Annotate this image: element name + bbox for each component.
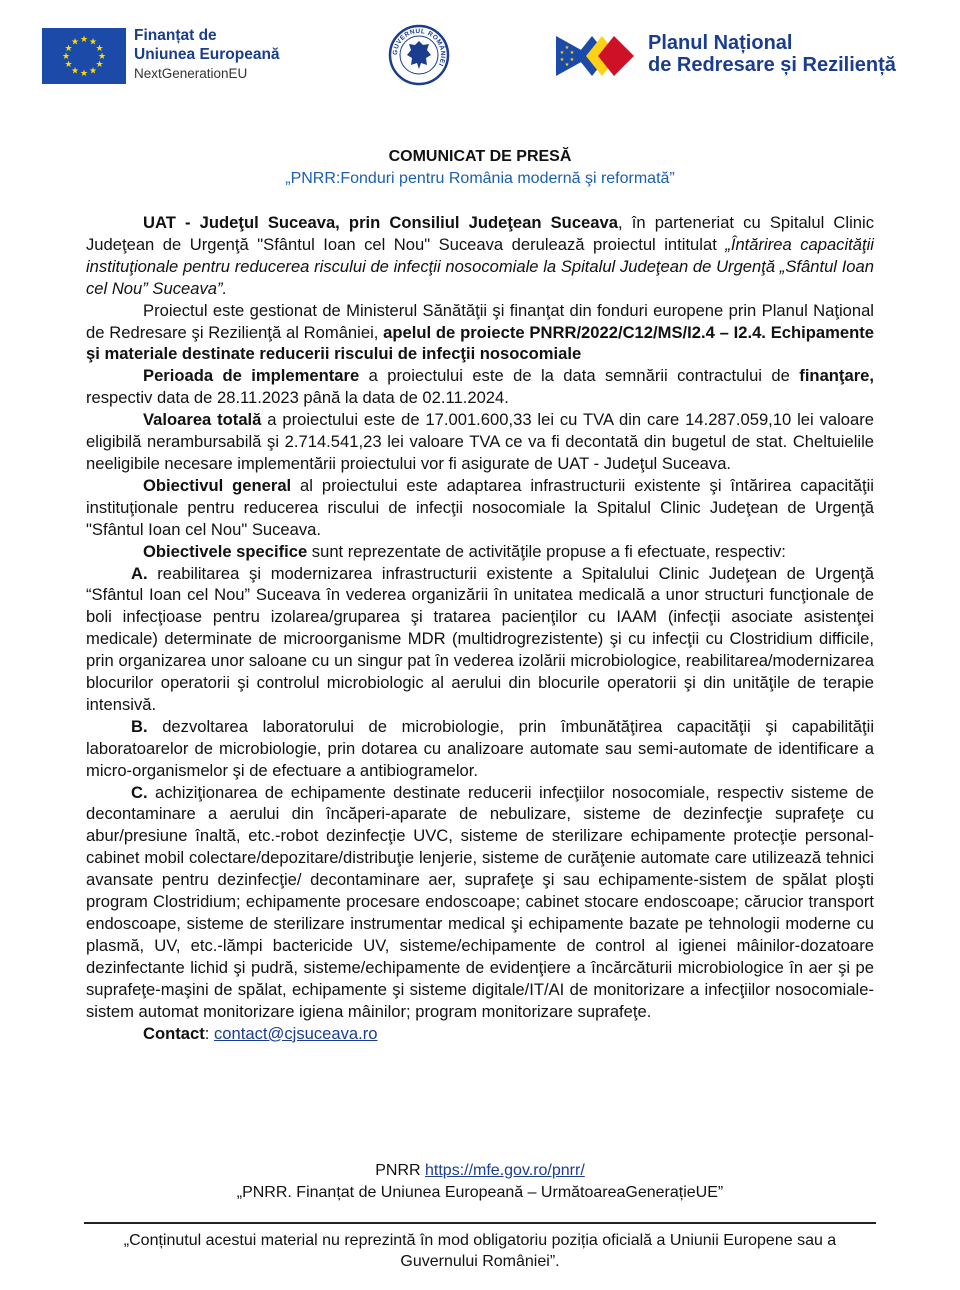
svg-text:★: ★: [70, 37, 80, 48]
paragraph-specific-objectives: [86, 541, 874, 563]
objective-a-text: reabilitarea şi modernizarea infrastructurii existente a Spitalului Clinic Judeţean de Urgenţă “Sfântul Ioan cel Nou” Suceava în vederea organizării în unitatea medicală a unor structuri funcţionale de boli infecţioase pentru izolarea/gruparea şi tratarea pacienţilor cu IAAM (infecţii asociate asistenţei medicale) determinate de microorganisme MDR (multidrogrezistente) şi cu infecţii cu Clostridium difficile, prin organizarea unor saloane cu un singur pat în vederea izolării microbiologice, reabilitarea/modernizarea blocurilor operatorii şi controlul microbiologic al aerului din blocurile operatorii şi din unităţile de terapie intensivă.: [86, 563, 874, 714]
pnrr-website-link[interactable]: https://mfe.gov.ro/pnrr/: [425, 1162, 585, 1179]
paragraph-general-objective: [86, 475, 874, 541]
pnrr-logo: [556, 34, 642, 78]
pnrr-line-1: Planul Național: [648, 32, 793, 54]
objective-c-label: C.: [131, 782, 148, 802]
eu-line-1: Finanțat de: [134, 27, 217, 44]
pnrr-line-2: de Redresare și Reziliență: [648, 54, 896, 76]
funding-slogan: „PNRR. Finanțat de Uniunea Europeană – UrmătoareaGenerațieUE”: [236, 1184, 724, 1201]
contact-label: Contact: [143, 1023, 205, 1043]
general-objective-label: Obiectivul general: [143, 475, 292, 495]
svg-text:★: ★: [564, 45, 570, 51]
value-text: a proiectului este de 17.001.600,33 lei cu TVA din care 14.287.059,10 lei valoare eligibilă nerambursabilă şi 2.714.541,23 lei valoare TVA ce va fi decontată din bugetul de stat. Cheltuielile neeligibile necesare implementării proiectului vor fi asigurate de UAT - Judeţul Suceava.: [86, 410, 874, 473]
eu-flag-logo: [42, 28, 126, 84]
call-reference: apelul de proiecte PNRR/2022/C12/MS/I2.4 – I2.4. Echipamente şi materiale destinate reducerii riscului de infecţii nosocomiale: [86, 322, 874, 364]
press-release-title: COMUNICAT DE PRESĂ: [388, 148, 572, 165]
svg-text:★: ★: [79, 69, 89, 79]
intro-text: , în parteneriat cu Spitalul Clinic Judeţean de Urgenţă "Sfântul Ioan cel Nou" Suceava derulează proiectul intitulat: [86, 213, 874, 254]
paragraph-intro: [86, 212, 874, 300]
objective-b: [86, 716, 874, 782]
svg-text:★: ★: [95, 60, 104, 70]
pnrr-prefix: PNRR: [375, 1162, 425, 1179]
funding-text: Proiectul este gestionat de Ministerul Sănătăţii şi finanţat din fonduri europene prin Planul Naţional de Redresare şi Rezilienţă al României,: [86, 300, 874, 342]
svg-text:★: ★: [559, 50, 565, 56]
period-label-2: finanţare,: [799, 366, 874, 386]
eu-line-3: NextGenerationEU: [134, 66, 248, 81]
eu-line-2: Uniunea Europeană: [134, 46, 280, 63]
svg-text:★: ★: [95, 44, 104, 54]
contact-email-link[interactable]: contact@cjsuceava.ro: [214, 1023, 378, 1043]
seal-text: GUVERNUL ROMÂNIEI: [391, 27, 447, 68]
period-text-2: respectiv data de 28.11.2023 până la data de 02.11.2024.: [86, 388, 509, 408]
svg-text:★: ★: [569, 57, 575, 63]
objective-b-label: B.: [131, 716, 148, 736]
svg-text:★: ★: [569, 50, 575, 56]
svg-text:★: ★: [61, 52, 71, 62]
objective-a: [86, 563, 874, 716]
paragraph-value: [86, 409, 874, 475]
press-release-body: [86, 212, 874, 1044]
objective-c: [86, 782, 874, 1023]
svg-text:★: ★: [64, 44, 73, 54]
pnrr-title: [648, 32, 896, 76]
period-label: Perioada de implementare: [143, 366, 360, 386]
paragraph-funding: [86, 300, 874, 366]
beneficiary-name: UAT - Judeţul Suceava, prin Consiliul Judeţean Suceava: [143, 213, 618, 232]
footer-divider: [84, 1222, 876, 1224]
pnrr-website-line: [0, 1162, 960, 1180]
svg-text:★: ★: [70, 66, 80, 77]
objective-c-text: achiziţionarea de echipamente destinate reducerii infecţiilor nosocomiale, respectiv sisteme de decontaminare a aerului din încăperi-aparate de nebulizare, sisteme de dezinfecţie suprafeţe cu abur/presiune înaltă, etc.-robot dezinfecţie UVC, sisteme de sterilizare echipamente protecţie personal-cabinet mobil colectare/depozitare/distribuţie lenjerie, sisteme de curăţenie automate care utilizează tehnici avansate pentru dezinfecţie/ decontaminare aer, suprafeţe şi sau echipamente-sistem de spălat ploşti program Clostridium; echipamente procesare endoscoape; cabinet stocare endoscoape; cărucior transport endoscoape, sisteme de sterilizare instrumentar medical şi echipamente bazate pe tehnologii moderne cu plasmă, UV, etc.-lămpi bactericide UV, sisteme/echipamente de control al igienei mâinilor-dozatoare dezinfectante lichid şi pudră, sisteme/echipamente de evidenţiere a încărcăturii microbiologice în aer şi pe suprafeţe-maşini de spălat, echipamente şi sisteme digitale/IT/AI de monitorizare a infecţiilor nosocomiale-sistem automat monitorizare igiena mâinilor; program monitorizare suprafeţe.: [86, 782, 874, 1021]
press-release-subtitle: „PNRR:Fonduri pentru România modernă şi reformată”: [285, 170, 675, 187]
specific-objectives-label: Obiectivele specifice: [143, 541, 308, 561]
svg-text:★: ★: [564, 62, 570, 68]
svg-text:★: ★: [79, 35, 89, 45]
project-title: „Întărirea capacităţii instituţionale pentru reducerea riscului de infecţii nosocomiale la Spitalul Judeţean de Urgenţă „Sfântul Ioan cel Nou” Suceava”.: [86, 234, 874, 298]
svg-text:★: ★: [559, 57, 565, 63]
svg-text:★: ★: [64, 60, 73, 70]
svg-text:★: ★: [88, 37, 98, 48]
objective-a-label: A.: [131, 563, 148, 583]
disclaimer-text: „Conținutul acestui material nu reprezintă în mod obligatoriu poziția oficială a Uniunii Europene sau a Guvernului României”.: [123, 1232, 837, 1270]
paragraph-period: [86, 365, 874, 409]
period-text-1: a proiectului este de la data semnării contractului de: [359, 366, 800, 386]
objective-b-text: dezvoltarea laboratorului de microbiologie, prin îmbunătăţirea capacităţii şi capabilităţii laboratoarelor de microbiologie, prin dotarea cu analizoare automate sau semi-automate de identificare a micro-organismelor şi de efectuare a antibiogramelor.: [86, 716, 874, 780]
paragraph-contact: [86, 1023, 874, 1045]
romanian-government-seal: [388, 22, 450, 88]
contact-separator: :: [204, 1023, 214, 1043]
specific-objectives-text: sunt reprezentate de activităţile propuse a fi efectuate, respectiv:: [307, 541, 786, 561]
svg-text:★: ★: [88, 66, 98, 77]
value-label: Valoarea totală: [143, 410, 262, 430]
eu-funding-label: [134, 26, 280, 83]
svg-text:★: ★: [97, 52, 107, 62]
general-objective-text: al proiectului este adaptarea infrastructurii existente şi întărirea capacităţii instituţionale pentru reducerea riscului de infecţii nosocomiale la Spitalul Clinic Judeţean de Urgenţă "Sfântul Ioan cel Nou" Suceava.: [86, 475, 874, 539]
